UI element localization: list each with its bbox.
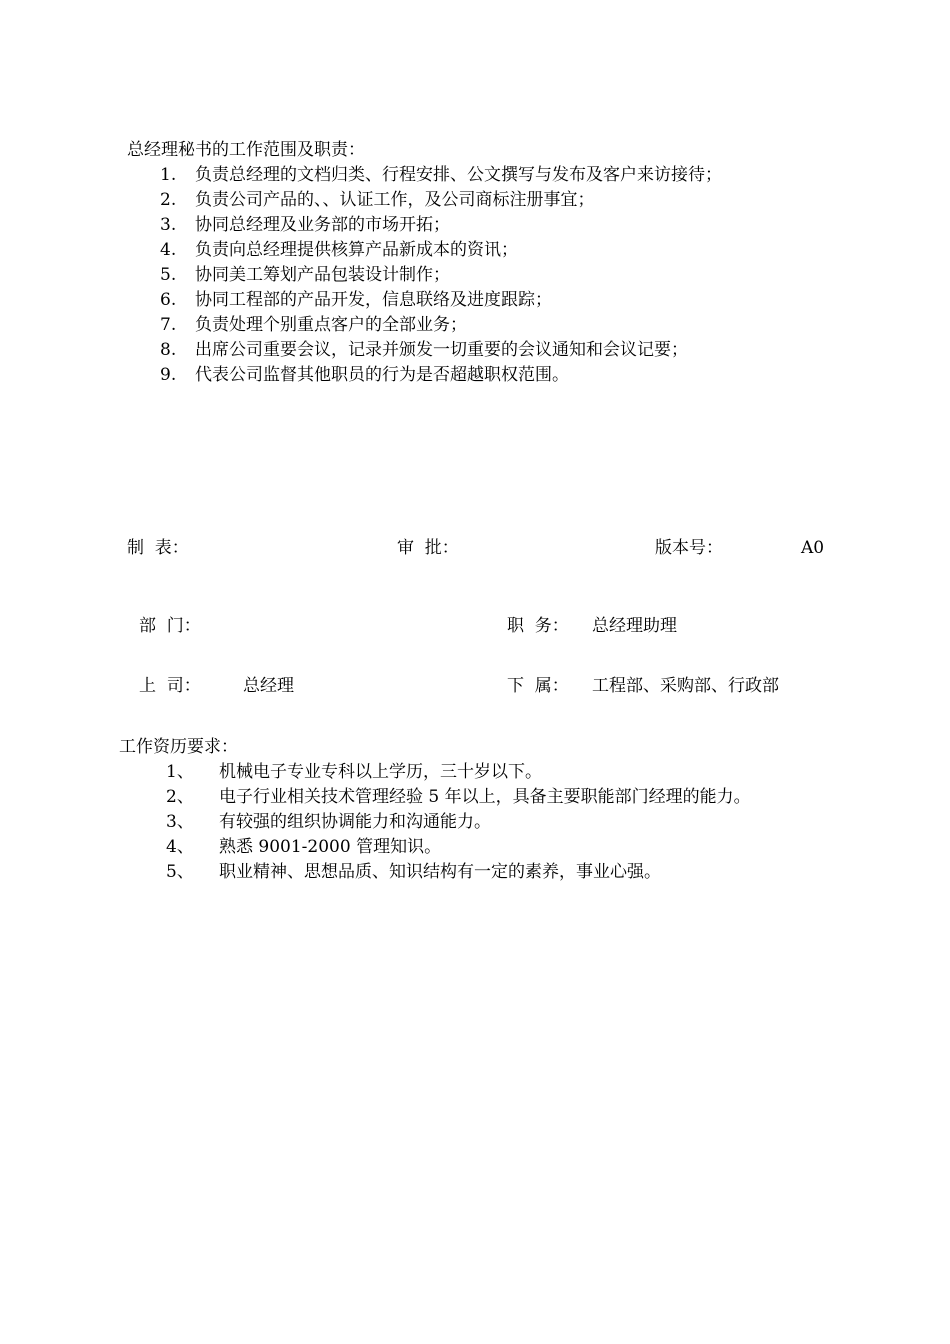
position-value: 总经理助理 [592,616,677,636]
list-item-number: 1. [160,165,177,185]
subordinate-value: 工程部、采购部、行政部 [592,676,779,696]
approved-by-label: 审 批： [397,538,459,558]
list-item-text: 电子行业相关技术管理经验 5 年以上，具备主要职能部门经理的能力。 [219,787,751,807]
list-item-number: 8. [160,340,177,360]
list-item-text: 代表公司监督其他职员的行为是否超越职权范围。 [195,365,569,385]
list-item-text: 负责总经理的文档归类、行程安排、公文撰写与发布及客户来访接待； [195,165,722,185]
list-item-number: 7. [160,315,177,335]
list-item-text: 负责向总经理提供核算产品新成本的资讯； [195,240,518,260]
list-item-text: 出席公司重要会议，记录并颁发一切重要的会议通知和会议记要； [195,340,688,360]
requirements-heading: 工作资历要求： [119,737,238,757]
list-item-number: 9. [160,365,177,385]
department-label: 部 门： [139,616,201,636]
list-item-number: 5、 [166,862,194,882]
list-item-text: 协同美工筹划产品包装设计制作； [195,265,450,285]
list-item-text: 负责公司产品的、、认证工作，及公司商标注册事宜； [195,190,595,210]
list-item-text: 负责处理个别重点客户的全部业务； [195,315,467,335]
list-item-number: 1、 [166,762,194,782]
list-item-text: 协同工程部的产品开发，信息联络及进度跟踪； [195,290,552,310]
superior-value: 总经理 [243,676,294,696]
list-item-text: 有较强的组织协调能力和沟通能力。 [219,812,491,832]
version-label: 版本号： [655,538,723,558]
list-item-number: 5. [160,265,177,285]
list-item-text: 机械电子专业专科以上学历，三十岁以下。 [219,762,542,782]
list-item-number: 2、 [166,787,194,807]
list-item-number: 2. [160,190,177,210]
list-item-number: 4、 [166,837,194,857]
subordinate-label: 下 属： [507,676,569,696]
superior-label: 上 司： [139,676,201,696]
list-item-number: 3. [160,215,177,235]
list-item-number: 3、 [166,812,194,832]
prepared-by-label: 制 表： [127,538,189,558]
responsibilities-heading: 总经理秘书的工作范围及职责： [127,140,365,160]
version-value: A0 [801,538,825,558]
list-item-text: 职业精神、思想品质、知识结构有一定的素养，事业心强。 [219,862,661,882]
list-item-text: 协同总经理及业务部的市场开拓； [195,215,450,235]
position-label: 职 务： [507,616,569,636]
list-item-number: 4. [160,240,177,260]
list-item-text: 熟悉 9001-2000 管理知识。 [219,837,442,857]
list-item-number: 6. [160,290,177,310]
